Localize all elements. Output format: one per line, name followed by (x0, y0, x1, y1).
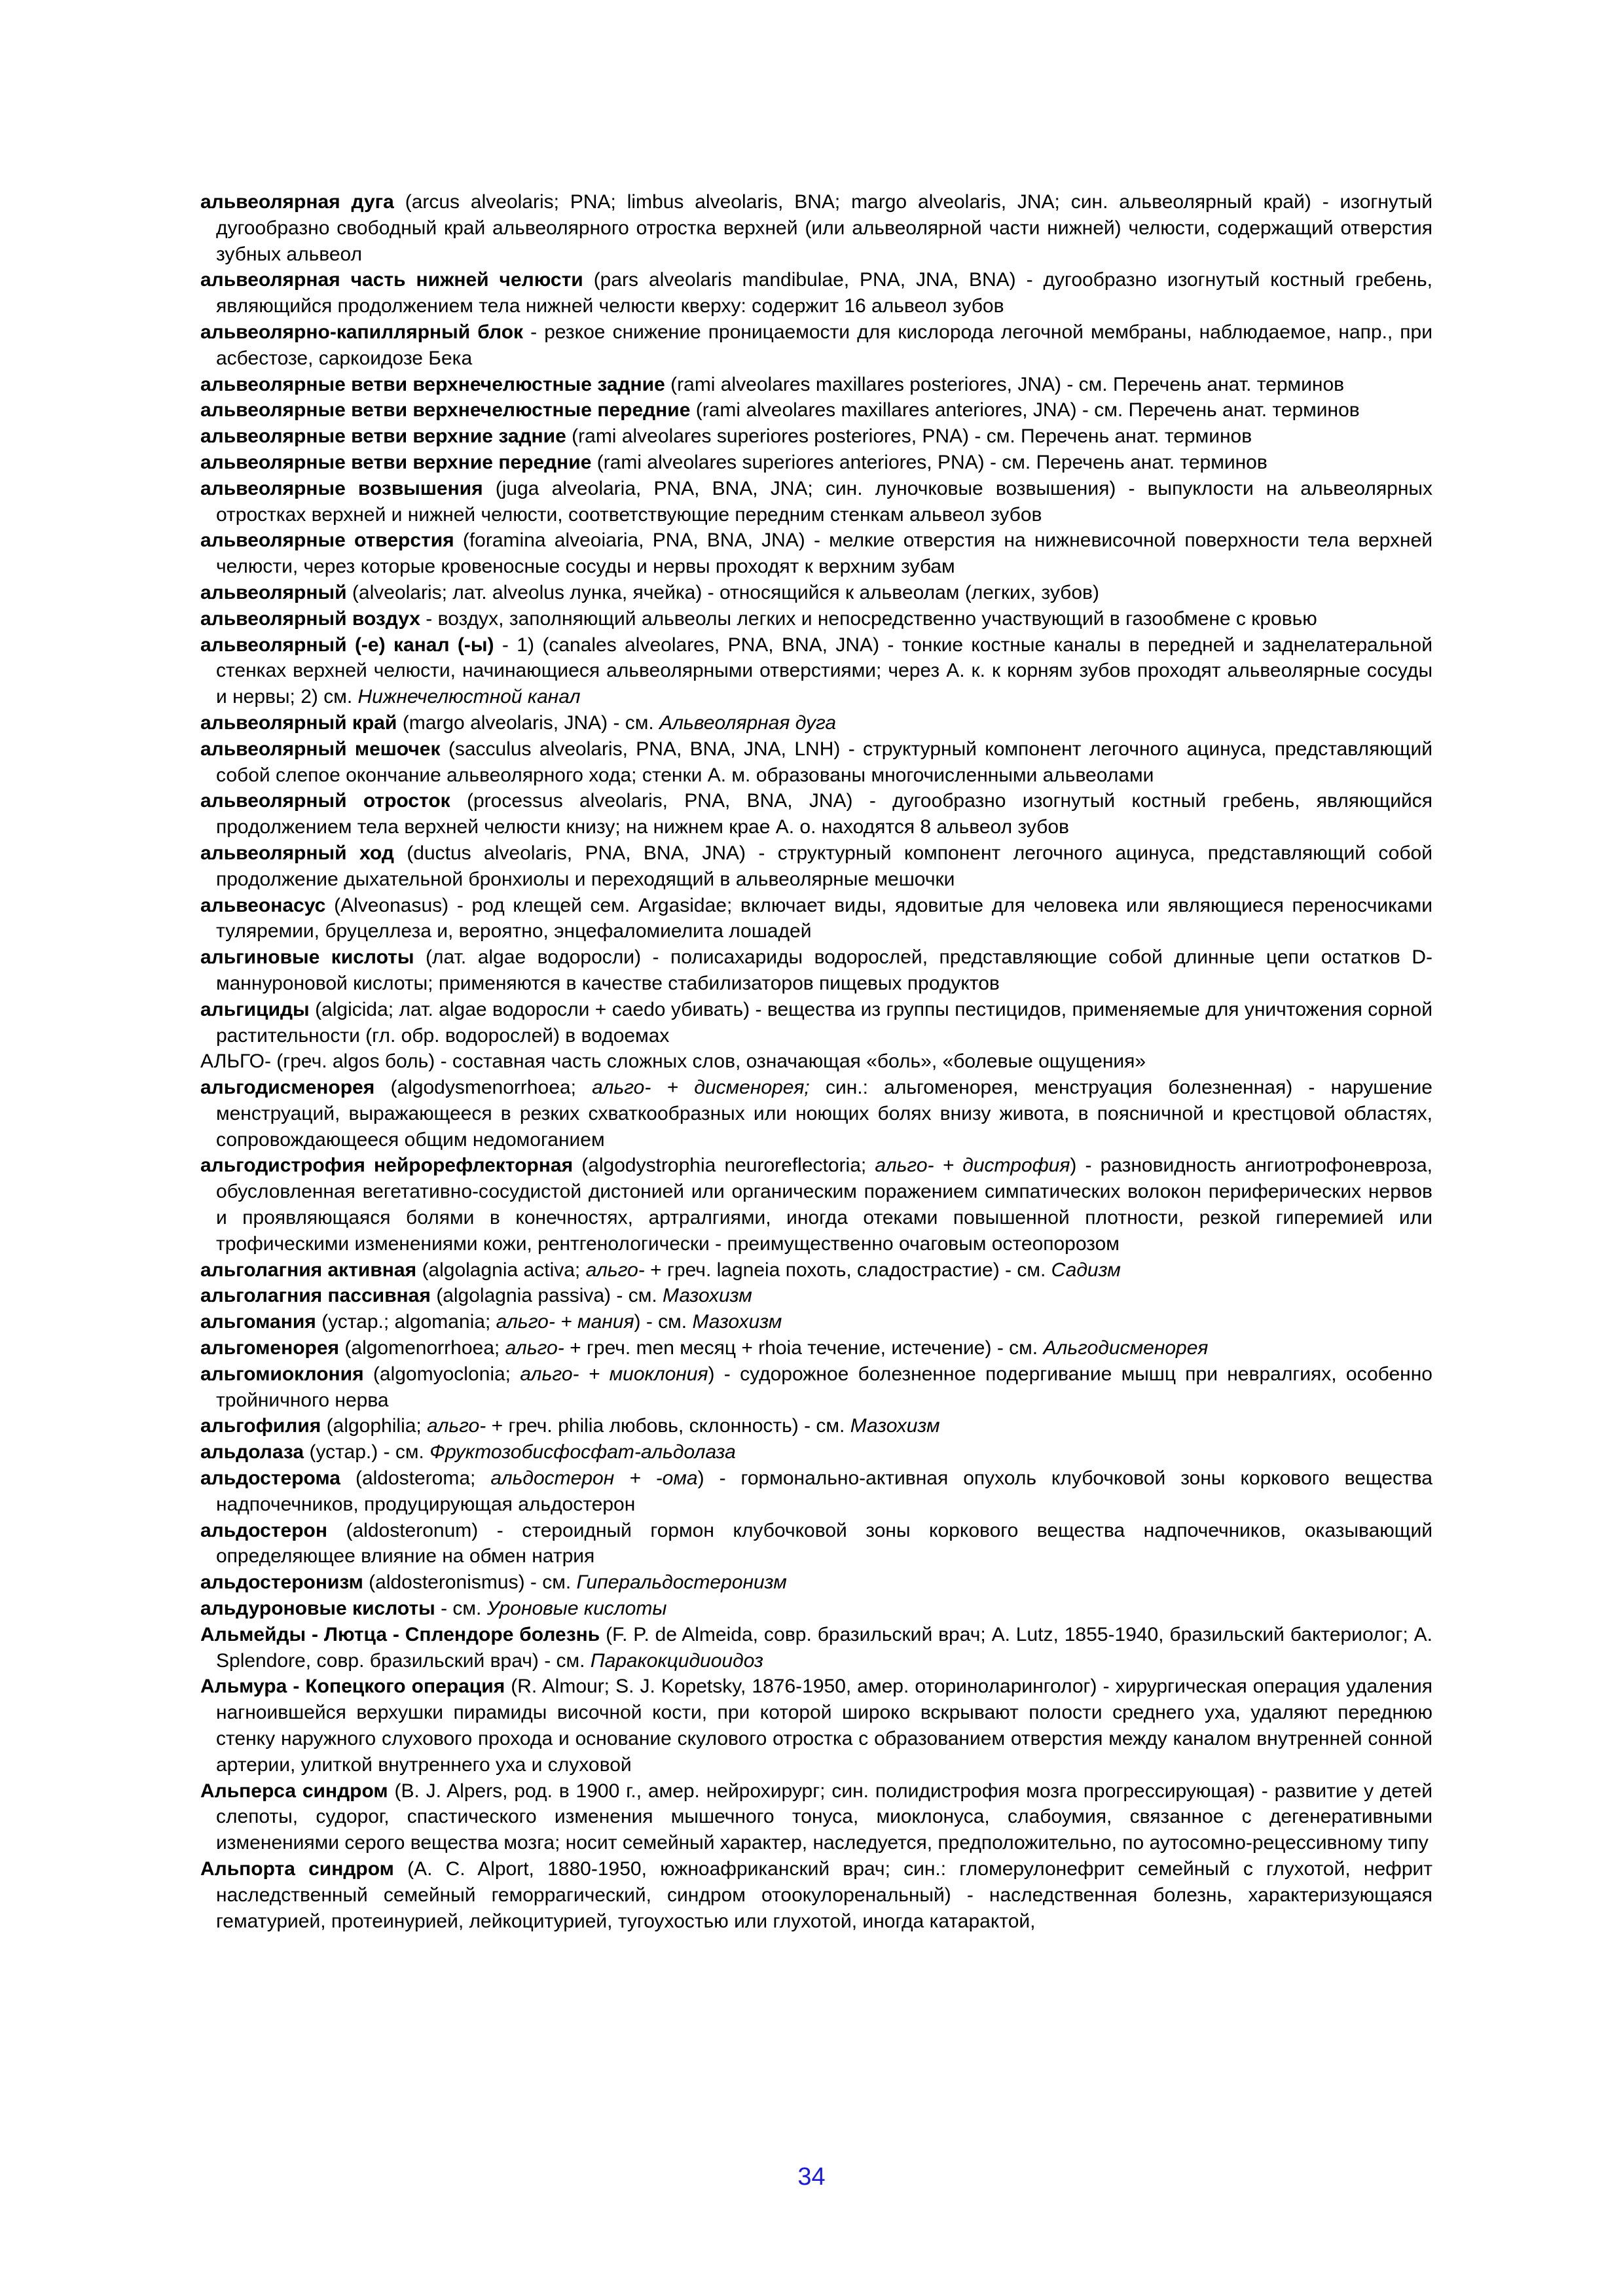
entry-term: Альпорта синдром (200, 1858, 394, 1880)
entry-cross-reference: Мазохизм (850, 1415, 940, 1437)
entry-definition: (margo alveolaris, JNA) - см. (402, 711, 654, 734)
entry-term: альвеолярные возвышения (200, 477, 483, 499)
dictionary-entry (200, 1049, 1432, 1075)
entry-term: альвеолярный (-е) канал (-ы) (200, 634, 494, 656)
entry-term: альгодистрофия нейрорефлекторная (200, 1155, 574, 1177)
dictionary-entry (200, 788, 1432, 840)
entry-definition: (rami alveolares maxillares posteriores, JNA) - см. Перечень анат. терминов (670, 373, 1345, 395)
entry-definition: (algomenorrhoea; (344, 1337, 500, 1359)
entry-definition-cont: + греч. lagneia похоть, сладострастие) - см. (650, 1259, 1046, 1281)
entry-cross-reference: Альвеолярная дуга (659, 711, 837, 734)
dictionary-entry (200, 1439, 1432, 1465)
entry-definition: (arcus alveolaris; PNA; limbus alveolaris, BNA; margo alveolaris, JNA; син. альвеолярный край) - изогнутый дугообразно свободный край альвеолярного отростка верхней (или альвеолярной части нижней) челюсти, содержащий отверстия зубных альвеол (216, 191, 1432, 265)
dictionary-entry (200, 632, 1432, 710)
dictionary-entry (200, 893, 1432, 945)
entry-term: альгомиоклония (200, 1363, 364, 1385)
dictionary-entry (200, 944, 1432, 997)
entry-term: альвеолярные ветви верхние передние (200, 451, 592, 473)
entry-cross-reference: Гиперальдостеронизм (576, 1571, 787, 1594)
entry-cross-reference: Мазохизм (663, 1285, 752, 1307)
dictionary-entry (200, 710, 1432, 736)
entry-etymology: альго- + мания (496, 1311, 634, 1333)
entry-term: альдостерома (200, 1467, 340, 1490)
entry-cross-reference: Нижнечелюстной канал (357, 686, 581, 708)
dictionary-entry (200, 1309, 1432, 1335)
entry-definition: (Alveonasus) - род клещей сем. Argasidae; включает виды, ядовитые для человека или являющиеся переносчиками туляремии, бруцеллеза и, вероятно, энцефаломиелита лошадей (216, 894, 1432, 942)
entry-etymology: альго- + дисменорея; (592, 1077, 810, 1099)
entry-definition: (aldosteroma; (355, 1467, 476, 1490)
entry-definition: (ductus alveolaris, PNA, BNA, JNA) - структурный компонент легочного ацинуса, представляющий собой продолжение дыхательной бронхиолы и переходящий в альвеолярные мешочки (216, 842, 1432, 890)
dictionary-entry (200, 1622, 1432, 1674)
entry-definition: (juga alveolaria, PNA, BNA, JNA; син. луночковые возвышения) - выпуклости на альвеолярных отростках верхней и нижней челюсти, соответствующие передним стенкам альвеол зубов (216, 477, 1432, 526)
entry-term: Альперса синдром (200, 1780, 388, 1802)
entry-definition-cont: + греч. philia любовь, склонность) - см. (491, 1415, 845, 1437)
dictionary-entry (200, 1075, 1432, 1153)
entry-definition: (algolagnia passiva) - см. (436, 1285, 657, 1307)
dictionary-entry (200, 1856, 1432, 1934)
entry-term: альгиновые кислоты (200, 946, 414, 969)
entry-term: альдолаза (200, 1441, 304, 1463)
entry-definition: (rami alveolares superiores posteriores, PNA) - см. Перечень анат. терминов (572, 425, 1252, 448)
dictionary-entry (200, 1465, 1432, 1518)
entry-definition: (rami alveolares superiores anteriores, PNA) - см. Перечень анат. терминов (596, 451, 1267, 473)
entry-etymology: альдостерон + -ома (490, 1467, 698, 1490)
dictionary-entry (200, 528, 1432, 580)
entry-term: альвеолярный воздух (200, 607, 420, 630)
dictionary-entry (200, 1518, 1432, 1570)
dictionary-entry (200, 397, 1432, 423)
dictionary-entry (200, 319, 1432, 372)
entry-term: альвеолярные отверстия (200, 529, 454, 552)
entry-term: альгоменорея (200, 1337, 340, 1359)
entry-etymology: альго- + дистрофия (875, 1155, 1070, 1177)
entry-term: альвеолярная часть нижней челюсти (200, 269, 583, 291)
entry-definition: (foramina alveoiaria, PNA, BNA, JNA) - мелкие отверстия на нижневисочной поверхности тела верхней челюсти, через которые кровеносные сосуды и нервы проходят к верхним зубам (216, 529, 1432, 578)
entry-definition: (B. J. Alpers, род. в 1900 г., амер. нейрохирург; син. полидистрофия мозга прогрессирующая) - развитие у детей слепоты, судорог, спастического изменения мышечного тонуса, миоклонуса, слабоумия, связанное с дегенеративными изменениями серого вещества мозга; носит семейный характер, наследуется, предположительно, по аутосомно-рецессивному типу (216, 1780, 1432, 1854)
entry-term: альвеолярный (200, 581, 347, 603)
entry-etymology: альго- (505, 1337, 564, 1359)
entry-cross-reference: Фруктозобисфосфат-альдолаза (429, 1441, 736, 1463)
dictionary-entry (200, 580, 1432, 606)
dictionary-entry (200, 1570, 1432, 1596)
entry-definition: (устар.) - см. (309, 1441, 424, 1463)
dictionary-entry (200, 423, 1432, 450)
entry-definition-cont: ) - см. (634, 1311, 687, 1333)
dictionary-entry (200, 1596, 1432, 1622)
entry-etymology: альго- + миоклония (520, 1363, 708, 1385)
entry-definition: (processus alveolaris, PNA, BNA, JNA) - дугообразно изогнутый костный гребень, являющийся продолжением тела верхней челюсти книзу; на нижнем крае А. о. находятся 8 альвеол зубов (216, 790, 1432, 838)
entry-cross-reference: Садизм (1051, 1259, 1121, 1281)
entry-definition: (pars alveolaris mandibulae, PNA, JNA, BNA) - дугообразно изогнутый костный гребень, являющийся продолжением тела нижней челюсти кверху: содержит 16 альвеол зубов (216, 269, 1432, 317)
entry-definition: (algomyoclonia; (373, 1363, 511, 1385)
entry-definition: (F. P. de Almeida, совр. бразильский врач; A. Lutz, 1855-1940, бразильский бактериолог; A. Splendore, совр. бразильский врач) - см. (216, 1623, 1432, 1672)
entry-term: альголагния активная (200, 1259, 417, 1281)
entry-definition: (A. C. Alport, 1880-1950, южноафриканский врач; син.: гломерулонефрит семейный с глухотой, нефрит наследственный семейный геморрагический, синдром отоокулоренальный) - наследственная болезнь, характеризующаяся гематурией, протеинурией, лейкоцитурией, тугоухостью или глухотой, иногда катарактой, (216, 1858, 1433, 1932)
dictionary-entry (200, 267, 1432, 319)
entry-term: альвеолярная дуга (200, 191, 394, 213)
entry-term: альвеолярные ветви верхнечелюстные задние (200, 373, 665, 395)
entry-term: альвеолярный отросток (200, 790, 450, 812)
entry-term: альвеолярный край (200, 711, 397, 734)
dictionary-entry (200, 450, 1432, 476)
entry-term: Альмура - Копецкого операция (200, 1676, 505, 1698)
entry-term: альвеолярные ветви верхние задние (200, 425, 566, 448)
dictionary-entry (200, 1153, 1432, 1257)
dictionary-entry (200, 189, 1432, 267)
entry-term: альгомания (200, 1311, 316, 1333)
entry-definition-cont: ) - судорожное болезненное подергивание мышц при невралгиях, особенно тройничного нерва (216, 1363, 1432, 1411)
entry-definition-cont: син.: альгоменорея, менструация болезненная) - нарушение менструаций, выражающееся в резких схваткообразных или ноющих болях внизу живота, в поясничной и крестцовой областях, сопровождающееся общим недомоганием (216, 1077, 1432, 1151)
dictionary-entry (200, 997, 1432, 1049)
entry-definition: - воздух, заполняющий альвеолы легких и непосредственно участвующий в газообмене с кровью (426, 607, 1317, 630)
entry-term: Альмейды - Лютца - Сплендоре болезнь (200, 1623, 600, 1645)
dictionary-entries (200, 189, 1432, 1934)
dictionary-entry (200, 1335, 1432, 1361)
entry-cross-reference: Мазохизм (692, 1311, 782, 1333)
entry-term: альвеолярно-капиллярный блок (200, 321, 524, 343)
entry-cross-reference: Паракокцидиоидоз (590, 1649, 763, 1672)
dictionary-entry (200, 606, 1432, 632)
entry-definition: (sacculus alveolaris, PNA, BNA, JNA, LNH) - структурный компонент легочного ацинуса, представляющий собой слепое окончание альвеолярного хода; стенки А. м. образованы многочисленными альвеолами (216, 738, 1432, 786)
entry-etymology: альго- (585, 1259, 645, 1281)
entry-definition: (aldosteronum) - стероидный гормон клубочковой зоны коркового вещества надпочечников, оказывающий определяющее влияние на обмен натрия (216, 1519, 1432, 1568)
entry-term: альдостерон (200, 1519, 327, 1541)
page-number: 34 (797, 2163, 826, 2191)
entry-definition: (algophilia; (326, 1415, 422, 1437)
dictionary-entry (200, 1361, 1432, 1414)
entry-cross-reference: Уроновые кислоты (486, 1598, 667, 1620)
entry-definition: (устар.; algomania; (321, 1311, 491, 1333)
dictionary-entry (200, 736, 1432, 789)
entry-term: альгодисменорея (200, 1077, 375, 1099)
dictionary-entry (200, 1283, 1432, 1309)
entry-definition: (aldosteronismus) - см. (369, 1571, 572, 1594)
entry-term: альгофилия (200, 1415, 321, 1437)
dictionary-entry (200, 1413, 1432, 1439)
entry-definition: (algicida; лат. algae водоросли + caedo убивать) - вещества из группы пестицидов, применяемые для уничтожения сорной растительности (гл. обр. водорослей) в водоемах (216, 998, 1432, 1047)
entry-term: альвеолярный мешочек (200, 738, 441, 760)
entry-definition: (rami alveolares maxillares anteriores, JNA) - см. Перечень анат. терминов (695, 399, 1360, 422)
entry-cross-reference: Альгодисменорея (1043, 1337, 1209, 1359)
dictionary-entry (200, 840, 1432, 893)
entry-definition: (algolagnia activa; (422, 1259, 581, 1281)
entry-definition: (algodystrophia neuroreflectoria; (581, 1155, 867, 1177)
entry-term: альдостеронизм (200, 1571, 363, 1594)
entry-definition: (лат. algae водоросли) - полисахариды водорослей, представляющие собой длинные цепи остатков D-маннуроновой кислоты; применяются в качестве стабилизаторов пищевых продуктов (216, 946, 1433, 994)
entry-term: альголагния пассивная (200, 1285, 431, 1307)
entry-definition: - см. (441, 1598, 482, 1620)
entry-definition: (algodysmenorrhoea; (390, 1077, 576, 1099)
entry-term: альдуроновые кислоты (200, 1598, 435, 1620)
entry-definition: - 1) (canales alveolares, PNA, BNA, JNA) - тонкие костные каналы в передней и заднелатеральной стенках верхней челюсти, начинающиеся альвеолярными отверстиями; через А. к. к корням зубов проходят альвеолярные сосуды и нервы; 2) см. (216, 634, 1432, 708)
entry-term: альвеолярный ход (200, 842, 394, 864)
dictionary-entry (200, 1674, 1432, 1778)
entry-definition: (R. Almour; S. J. Kopetsky, 1876-1950, амер. оториноларинголог) - хирургическая операция удаления нагноившейся верхушки пирамиды височной кости, при которой широко вскрывают полости среднего уха, удаляют переднюю стенку наружного слухового прохода и основание скулового отростка с образованием отверстия между каналом внутренней сонной артерии, улиткой внутреннего уха и слуховой (216, 1676, 1432, 1776)
entry-definition: (alveolaris; лат. alveolus лунка, ячейка) - относящийся к альвеолам (легких, зубов) (352, 581, 1099, 603)
dictionary-entry (200, 1257, 1432, 1283)
entry-term: альгициды (200, 998, 310, 1020)
dictionary-entry (200, 1778, 1432, 1856)
entry-definition-cont: ) - гормонально-активная опухоль клубочковой зоны коркового вещества надпочечников, продуцирующая альдостерон (216, 1467, 1432, 1515)
dictionary-entry (200, 372, 1432, 398)
entry-term: альвеолярные ветви верхнечелюстные передние (200, 399, 691, 422)
entry-definition: - резкое снижение проницаемости для кислорода легочной мембраны, наблюдаемое, напр., при асбестозе, саркоидозе Бека (216, 321, 1432, 369)
entry-definition: АЛЬГО- (греч. algos боль) - составная часть сложных слов, означающая «боль», «болевые ощущения» (200, 1050, 1146, 1073)
entry-term: альвеонасус (200, 894, 326, 916)
dictionary-entry (200, 476, 1432, 528)
entry-definition-cont: + греч. men месяц + rhoia течение, истечение) - см. (570, 1337, 1038, 1359)
entry-etymology: альго- (427, 1415, 486, 1437)
entry-definition-cont: ) - разновидность ангиотрофоневроза, обусловленная вегетативно-сосудистой дистонией или органическим поражением симпатических волокон периферических нервов и проявляющаяся болями в конечностях, артралгиями, иногда отеками повышенной плотности, резкой гиперемией или трофическими изменениями кожи, рентгенологически - преимущественно очаговым остеопорозом (216, 1155, 1432, 1255)
